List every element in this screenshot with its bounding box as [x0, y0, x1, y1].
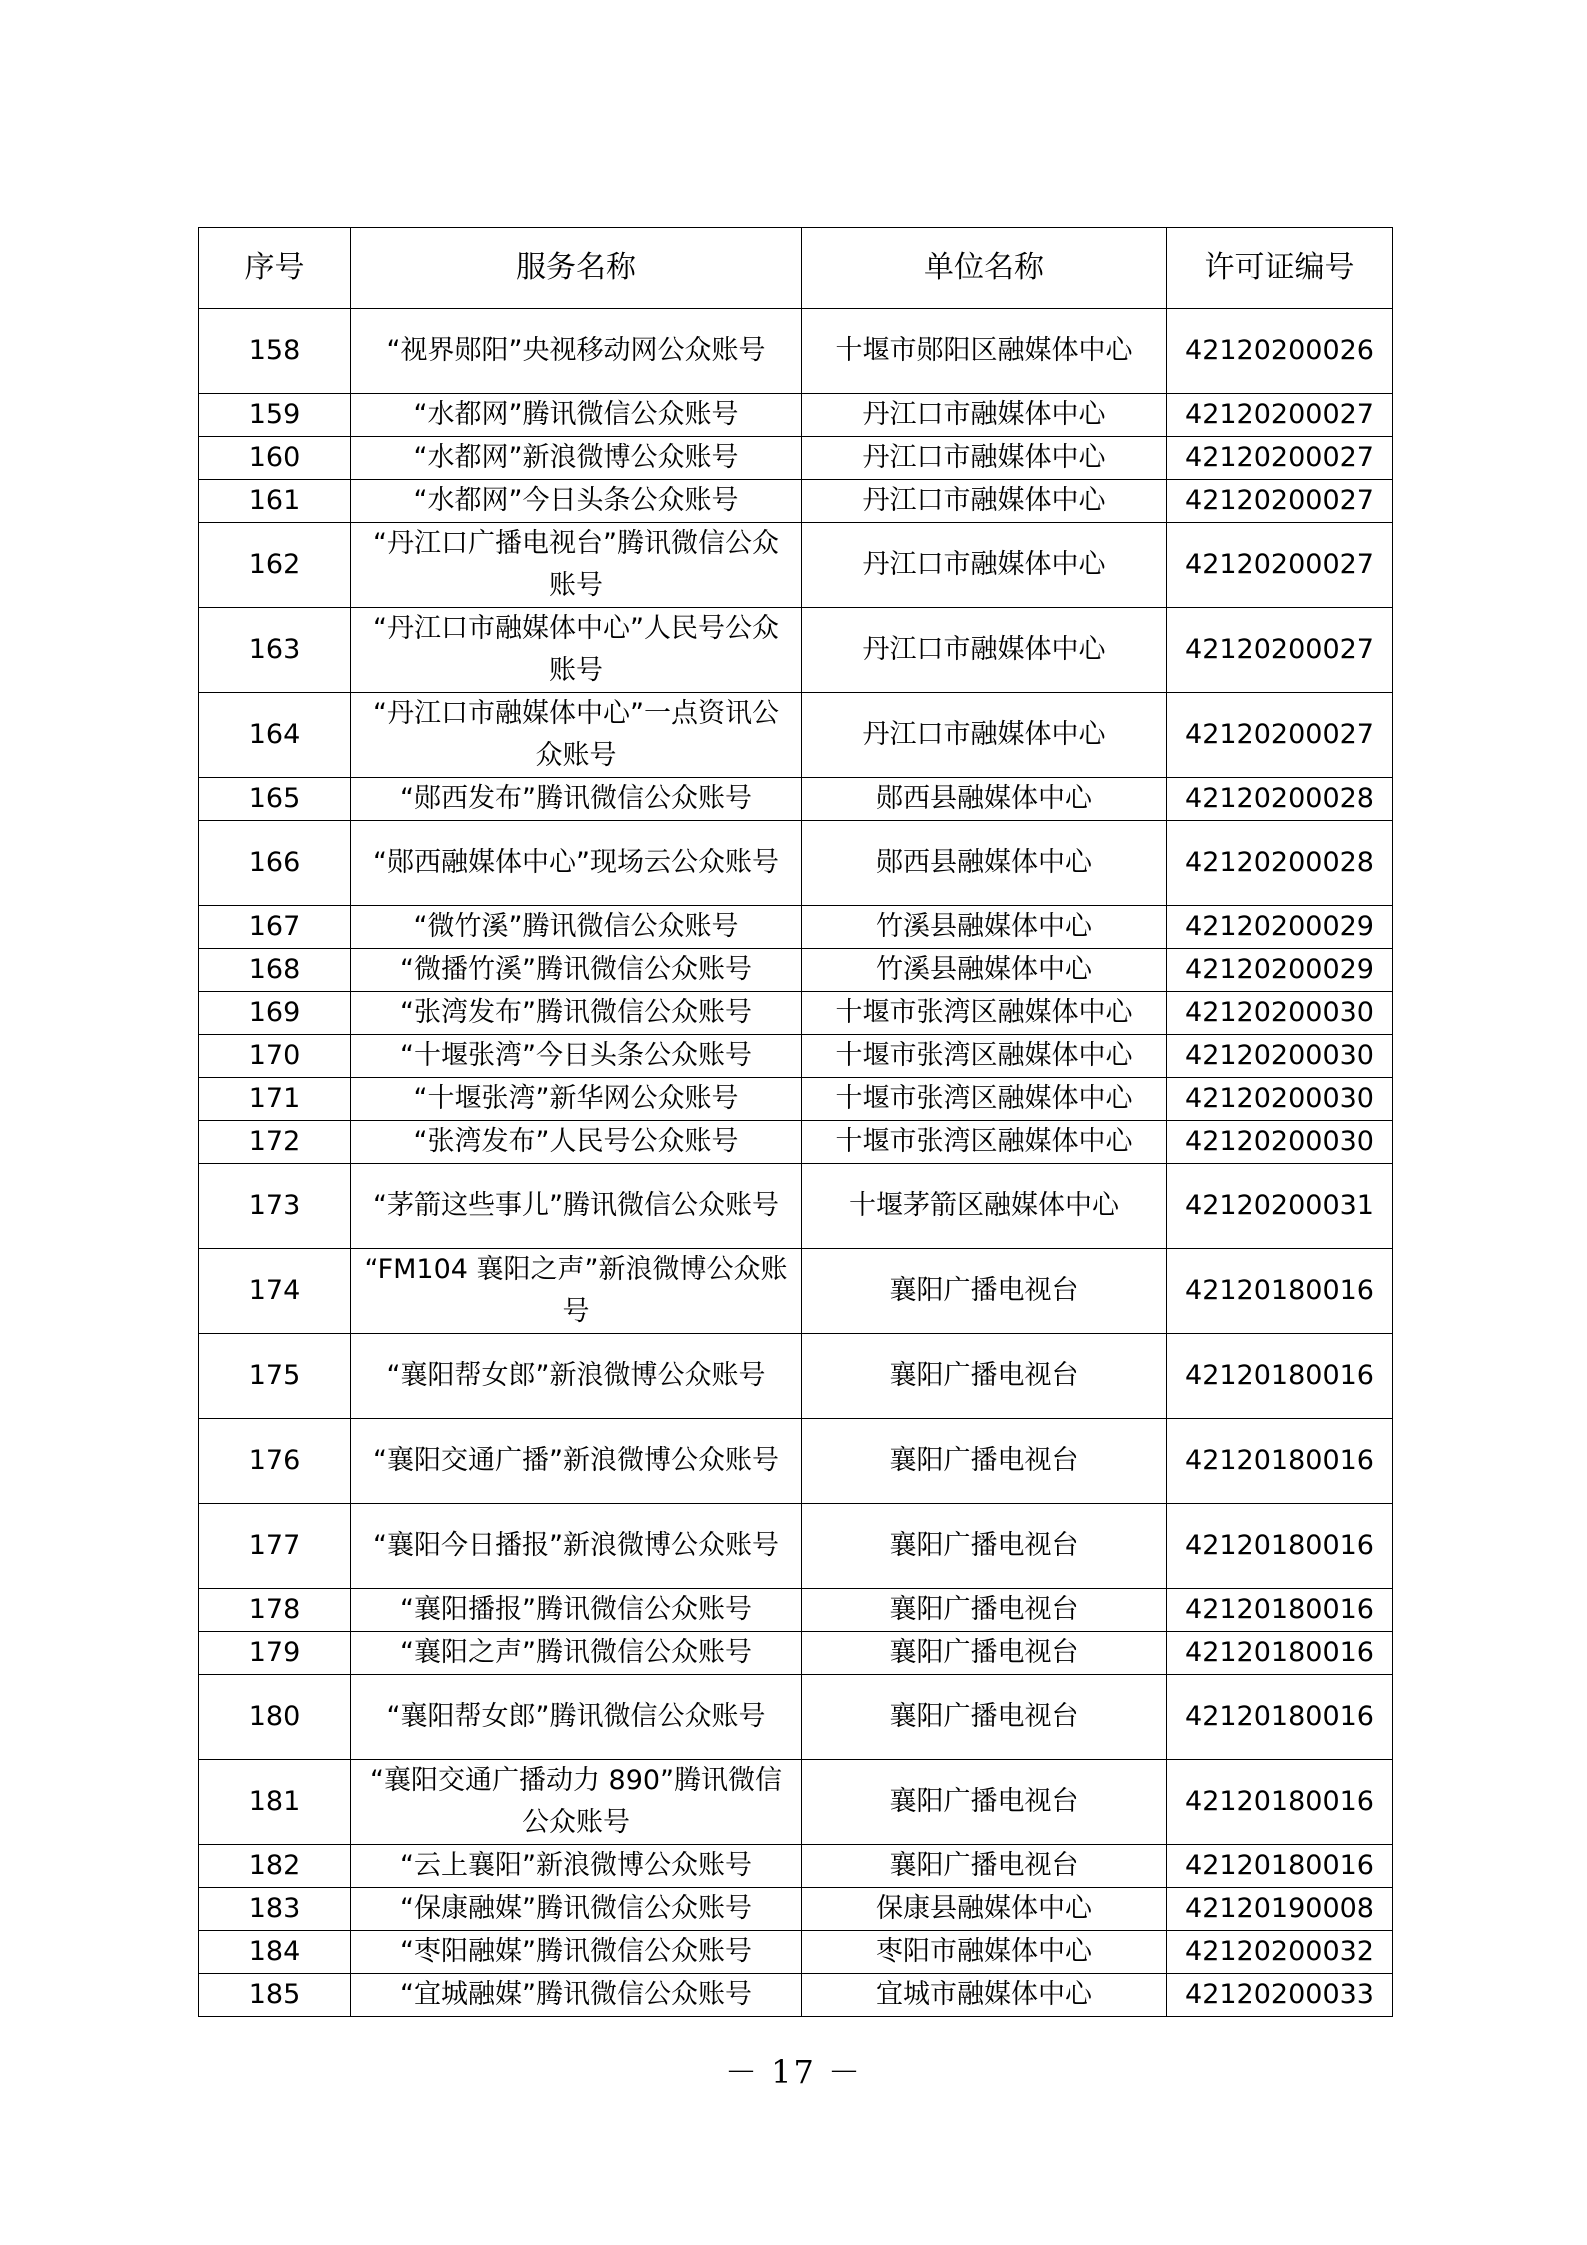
row-unit-name: 竹溪县融媒体中心 [802, 906, 1167, 949]
row-service-name: “丹江口广播电视台”腾讯微信公众账号 [351, 523, 802, 608]
row-unit-name: 枣阳市融媒体中心 [802, 1931, 1167, 1974]
table-row [199, 1589, 1393, 1632]
row-seq: 166 [199, 821, 351, 906]
row-seq: 167 [199, 906, 351, 949]
row-seq: 172 [199, 1121, 351, 1164]
table-row [199, 1419, 1393, 1504]
row-license-number: 42120200028 [1167, 821, 1393, 906]
row-license-number: 42120200027 [1167, 394, 1393, 437]
row-seq: 161 [199, 480, 351, 523]
row-seq: 168 [199, 949, 351, 992]
table-row [199, 821, 1393, 906]
table-row [199, 906, 1393, 949]
row-seq: 175 [199, 1334, 351, 1419]
table-row [199, 480, 1393, 523]
row-license-number: 42120200032 [1167, 1931, 1393, 1974]
table-row [199, 693, 1393, 778]
row-unit-name: 十堰茅箭区融媒体中心 [802, 1164, 1167, 1249]
row-seq: 184 [199, 1931, 351, 1974]
row-license-number: 42120180016 [1167, 1675, 1393, 1760]
row-unit-name: 襄阳广播电视台 [802, 1419, 1167, 1504]
row-unit-name: 十堰市张湾区融媒体中心 [802, 1078, 1167, 1121]
row-unit-name: 襄阳广播电视台 [802, 1504, 1167, 1589]
row-unit-name: 丹江口市融媒体中心 [802, 437, 1167, 480]
row-seq: 162 [199, 523, 351, 608]
row-service-name: “襄阳今日播报”新浪微博公众账号 [351, 1504, 802, 1589]
table-row [199, 1632, 1393, 1675]
row-unit-name: 襄阳广播电视台 [802, 1589, 1167, 1632]
row-license-number: 42120180016 [1167, 1334, 1393, 1419]
table-row [199, 1249, 1393, 1334]
row-seq: 174 [199, 1249, 351, 1334]
table-row [199, 1974, 1393, 2017]
header-license-number: 许可证编号 [1167, 228, 1393, 309]
row-seq: 169 [199, 992, 351, 1035]
row-unit-name: 十堰市张湾区融媒体中心 [802, 992, 1167, 1035]
row-service-name: “襄阳之声”腾讯微信公众账号 [351, 1632, 802, 1675]
row-service-name: “郧西发布”腾讯微信公众账号 [351, 778, 802, 821]
table-row [199, 1078, 1393, 1121]
row-unit-name: 丹江口市融媒体中心 [802, 394, 1167, 437]
row-license-number: 42120180016 [1167, 1845, 1393, 1888]
table-row [199, 949, 1393, 992]
row-unit-name: 保康县融媒体中心 [802, 1888, 1167, 1931]
row-seq: 183 [199, 1888, 351, 1931]
row-license-number: 42120200027 [1167, 693, 1393, 778]
license-table [198, 227, 1393, 2017]
table-row [199, 437, 1393, 480]
row-unit-name: 襄阳广播电视台 [802, 1845, 1167, 1888]
row-seq: 177 [199, 1504, 351, 1589]
row-license-number: 42120180016 [1167, 1419, 1393, 1504]
row-service-name: “十堰张湾”今日头条公众账号 [351, 1035, 802, 1078]
row-unit-name: 丹江口市融媒体中心 [802, 693, 1167, 778]
row-seq: 170 [199, 1035, 351, 1078]
row-service-name: “丹江口市融媒体中心”人民号公众账号 [351, 608, 802, 693]
table-row [199, 1760, 1393, 1845]
row-unit-name: 十堰市张湾区融媒体中心 [802, 1035, 1167, 1078]
row-license-number: 42120200027 [1167, 608, 1393, 693]
row-service-name: “张湾发布”腾讯微信公众账号 [351, 992, 802, 1035]
row-license-number: 42120200030 [1167, 1121, 1393, 1164]
table-row [199, 523, 1393, 608]
table-row [199, 309, 1393, 394]
row-service-name: “茅箭这些事儿”腾讯微信公众账号 [351, 1164, 802, 1249]
row-unit-name: 郧西县融媒体中心 [802, 821, 1167, 906]
row-service-name: “云上襄阳”新浪微博公众账号 [351, 1845, 802, 1888]
table-row [199, 1035, 1393, 1078]
table-row [199, 1931, 1393, 1974]
row-license-number: 42120200030 [1167, 1035, 1393, 1078]
header-service-name: 服务名称 [351, 228, 802, 309]
row-unit-name: 丹江口市融媒体中心 [802, 523, 1167, 608]
row-seq: 176 [199, 1419, 351, 1504]
row-seq: 185 [199, 1974, 351, 2017]
row-service-name: “张湾发布”人民号公众账号 [351, 1121, 802, 1164]
row-unit-name: 十堰市郧阳区融媒体中心 [802, 309, 1167, 394]
row-license-number: 42120200027 [1167, 523, 1393, 608]
row-service-name: “襄阳帮女郎”腾讯微信公众账号 [351, 1675, 802, 1760]
row-license-number: 42120180016 [1167, 1589, 1393, 1632]
table-row [199, 778, 1393, 821]
row-unit-name: 丹江口市融媒体中心 [802, 608, 1167, 693]
row-license-number: 42120200031 [1167, 1164, 1393, 1249]
table-row [199, 394, 1393, 437]
table-row [199, 1504, 1393, 1589]
row-seq: 163 [199, 608, 351, 693]
header-seq: 序号 [199, 228, 351, 309]
row-license-number: 42120180016 [1167, 1632, 1393, 1675]
row-unit-name: 竹溪县融媒体中心 [802, 949, 1167, 992]
row-seq: 178 [199, 1589, 351, 1632]
row-service-name: “襄阳播报”腾讯微信公众账号 [351, 1589, 802, 1632]
row-service-name: “微播竹溪”腾讯微信公众账号 [351, 949, 802, 992]
row-unit-name: 丹江口市融媒体中心 [802, 480, 1167, 523]
row-license-number: 42120190008 [1167, 1888, 1393, 1931]
row-seq: 164 [199, 693, 351, 778]
row-seq: 182 [199, 1845, 351, 1888]
row-service-name: “宜城融媒”腾讯微信公众账号 [351, 1974, 802, 2017]
row-unit-name: 襄阳广播电视台 [802, 1249, 1167, 1334]
row-license-number: 42120180016 [1167, 1504, 1393, 1589]
row-service-name: “郧西融媒体中心”现场云公众账号 [351, 821, 802, 906]
table-row [199, 1121, 1393, 1164]
row-service-name: “视界郧阳”央视移动网公众账号 [351, 309, 802, 394]
row-seq: 159 [199, 394, 351, 437]
row-unit-name: 宜城市融媒体中心 [802, 1974, 1167, 2017]
table-row [199, 1888, 1393, 1931]
row-unit-name: 襄阳广播电视台 [802, 1632, 1167, 1675]
row-seq: 171 [199, 1078, 351, 1121]
table-body [199, 309, 1393, 2017]
row-service-name: “襄阳交通广播”新浪微博公众账号 [351, 1419, 802, 1504]
row-license-number: 42120180016 [1167, 1760, 1393, 1845]
table-row [199, 992, 1393, 1035]
row-unit-name: 襄阳广播电视台 [802, 1675, 1167, 1760]
row-license-number: 42120200029 [1167, 906, 1393, 949]
row-license-number: 42120180016 [1167, 1249, 1393, 1334]
row-service-name: “襄阳交通广播动力 890”腾讯微信公众账号 [351, 1760, 802, 1845]
table-row [199, 1675, 1393, 1760]
row-license-number: 42120200030 [1167, 1078, 1393, 1121]
row-service-name: “微竹溪”腾讯微信公众账号 [351, 906, 802, 949]
row-service-name: “十堰张湾”新华网公众账号 [351, 1078, 802, 1121]
page-number: － 17 － [724, 2053, 863, 2091]
row-service-name: “保康融媒”腾讯微信公众账号 [351, 1888, 802, 1931]
row-unit-name: 襄阳广播电视台 [802, 1760, 1167, 1845]
row-seq: 160 [199, 437, 351, 480]
header-unit-name: 单位名称 [802, 228, 1167, 309]
table-row [199, 1334, 1393, 1419]
row-unit-name: 十堰市张湾区融媒体中心 [802, 1121, 1167, 1164]
row-service-name: “襄阳帮女郎”新浪微博公众账号 [351, 1334, 802, 1419]
row-service-name: “FM104 襄阳之声”新浪微博公众账号 [351, 1249, 802, 1334]
header-row [199, 228, 1393, 309]
table-row [199, 1845, 1393, 1888]
row-seq: 158 [199, 309, 351, 394]
table-row [199, 608, 1393, 693]
row-unit-name: 襄阳广播电视台 [802, 1334, 1167, 1419]
row-service-name: “枣阳融媒”腾讯微信公众账号 [351, 1931, 802, 1974]
row-license-number: 42120200028 [1167, 778, 1393, 821]
row-unit-name: 郧西县融媒体中心 [802, 778, 1167, 821]
row-service-name: “水都网”今日头条公众账号 [351, 480, 802, 523]
row-service-name: “水都网”新浪微博公众账号 [351, 437, 802, 480]
row-license-number: 42120200026 [1167, 309, 1393, 394]
row-seq: 180 [199, 1675, 351, 1760]
row-seq: 181 [199, 1760, 351, 1845]
table-row [199, 1164, 1393, 1249]
row-license-number: 42120200033 [1167, 1974, 1393, 2017]
row-seq: 165 [199, 778, 351, 821]
row-license-number: 42120200027 [1167, 480, 1393, 523]
row-service-name: “丹江口市融媒体中心”一点资讯公众账号 [351, 693, 802, 778]
row-license-number: 42120200027 [1167, 437, 1393, 480]
row-license-number: 42120200029 [1167, 949, 1393, 992]
row-service-name: “水都网”腾讯微信公众账号 [351, 394, 802, 437]
row-license-number: 42120200030 [1167, 992, 1393, 1035]
row-seq: 173 [199, 1164, 351, 1249]
row-seq: 179 [199, 1632, 351, 1675]
